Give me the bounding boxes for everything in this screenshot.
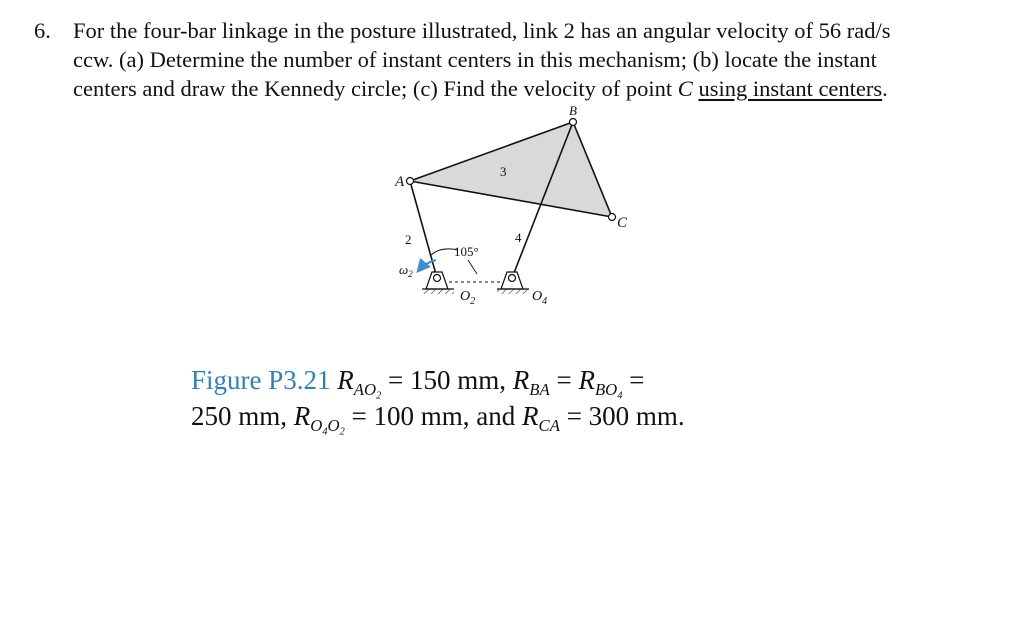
caption-label: Figure P3.21 xyxy=(191,365,331,395)
problem-number: 6. xyxy=(34,18,51,43)
label-link-4: 4 xyxy=(515,230,522,245)
problem-line-1: For the four-bar linkage in the posture illustrated, link 2 has an angular velocity of 56 rad/s xyxy=(73,18,891,43)
pin-c xyxy=(609,214,616,221)
value-150: = 150 mm, xyxy=(388,365,506,395)
problem-line-3-end: . xyxy=(882,76,888,101)
label-a: A xyxy=(395,174,405,190)
label-o4: $O_4$ xyxy=(532,289,548,307)
equals-sign: = xyxy=(629,365,645,395)
symbol-r: R xyxy=(337,365,354,395)
angle-leader xyxy=(468,260,477,274)
ground-pivot-o2 xyxy=(422,272,454,294)
sub-bo: BO xyxy=(594,379,618,399)
label-o2: $O_2$ xyxy=(460,289,476,307)
value-250: 250 mm, xyxy=(191,401,288,431)
sub-ba: BA xyxy=(529,379,550,399)
sub-o4o2 xyxy=(310,415,345,438)
label-omega: $\omega_2$ xyxy=(399,262,413,279)
pin-b xyxy=(570,119,577,126)
symbol-r: R xyxy=(512,365,530,395)
sub-ca: CA xyxy=(538,415,560,435)
underlined-phrase: using instant centers xyxy=(698,76,883,101)
caption-line-1 xyxy=(191,362,685,402)
label-c: C xyxy=(617,215,628,231)
ground-pivot-o4 xyxy=(497,272,529,294)
four-bar-linkage-figure xyxy=(370,100,670,315)
symbol-r: R xyxy=(522,401,539,431)
sub-2: 2 xyxy=(376,390,382,402)
sub-4: 4 xyxy=(322,426,328,438)
value-100: = 100 mm, and xyxy=(351,401,516,431)
coupler-link-3 xyxy=(410,122,612,217)
label-angle: 105° xyxy=(454,244,479,259)
equals-sign: = xyxy=(556,365,572,395)
problem-line-3-start: centers and draw the Kennedy circle; (c) Find the velocity of point xyxy=(73,76,678,101)
caption-line-2 xyxy=(191,398,685,438)
label-b: B xyxy=(569,103,577,118)
symbol-r: R xyxy=(578,365,595,395)
sub-2: 2 xyxy=(339,426,345,438)
sub-ao2 xyxy=(353,379,382,402)
problem-line-3 xyxy=(73,74,888,103)
value-300: = 300 mm. xyxy=(566,401,685,431)
label-link-2: 2 xyxy=(405,232,412,247)
sub-4: 4 xyxy=(617,390,623,402)
symbol-r: R xyxy=(293,401,311,431)
point-c-reference: C xyxy=(677,76,693,101)
crank-link-2 xyxy=(410,181,437,278)
figure-caption xyxy=(191,362,685,438)
sub-bo4 xyxy=(594,379,623,402)
pin-a xyxy=(407,178,414,185)
sub-o: O xyxy=(310,415,323,435)
problem-line-2: ccw. (a) Determine the number of instant centers in this mechanism; (b) locate the instant xyxy=(73,47,877,72)
sub-o: O xyxy=(327,415,340,435)
label-link-3: 3 xyxy=(500,164,507,179)
sub-ao: AO xyxy=(353,379,377,399)
